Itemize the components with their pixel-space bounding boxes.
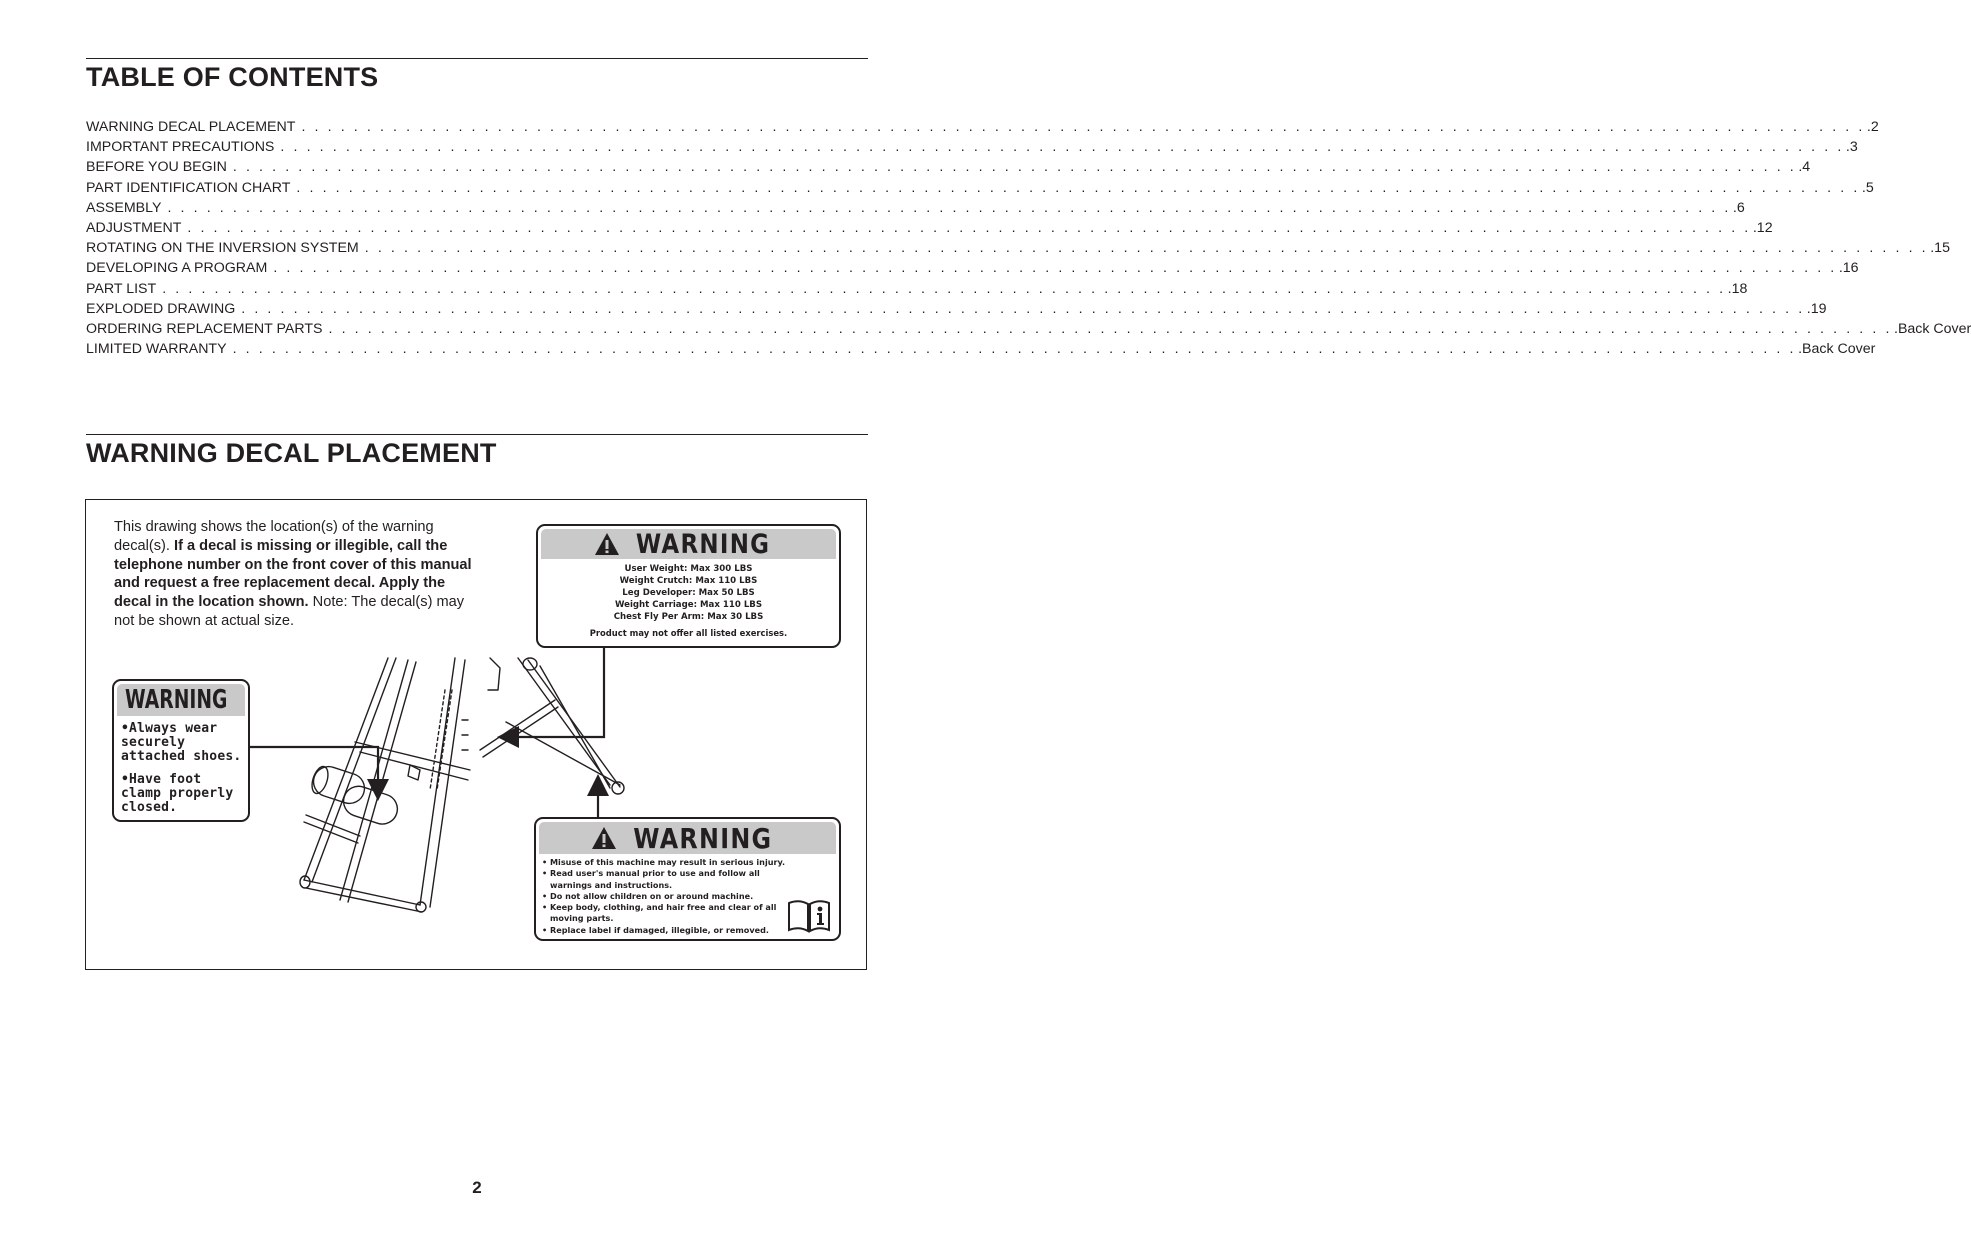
shoe-warning-items [114, 722, 248, 815]
toc-entry-page: .12 [1752, 219, 1773, 236]
toc-dot-leader: . . . . . . . . . . . . . . . . . . . . . . . . . . . . . . . . . . . . . . . . . . . . . . . . . . . . . . . . . . . . . . . . . . . . . . . . . . . . . . . . . . . . . . . . . . . . . . . . . . . . . . . . . . . . . . . . . . . . . . . . [301, 119, 1865, 135]
toc-entry-title: ROTATING ON THE INVERSION SYSTEM [86, 240, 359, 257]
weight-limit-line: Weight Crutch: Max 110 LBS [619, 576, 758, 586]
general-warning-item: • Misuse of this machine may result in serious injury. [542, 857, 786, 867]
general-warning-label [534, 817, 841, 941]
general-warning-item: • Replace label if damaged, illegible, or removed. [542, 924, 770, 935]
toc-entry-page: .18 [1727, 280, 1748, 297]
toc-dot-leader: . . . . . . . . . . . . . . . . . . . . . . . . . . . . . . . . . . . . . . . . . . . . . . . . . . . . . . . . . . . . . . . . . . . . . . . . . . . . . . . . . . . . . . . . . . . . . . . . . . . . . . . . . . . . . . . . . . . . . . . . [280, 139, 1844, 156]
toc-entry-title: WARNING DECAL PLACEMENT [86, 119, 296, 135]
toc-heading: TABLE OF CONTENTS [86, 62, 379, 92]
toc-entry-page: .Back Cover [1894, 320, 1971, 337]
weight-warning-label [536, 524, 841, 648]
warning-word: WARNING [125, 685, 228, 715]
warning-word: WARNING [636, 528, 771, 560]
toc-dot-leader: . . . . . . . . . . . . . . . . . . . . . . . . . . . . . . . . . . . . . . . . . . . . . . . . . . . . . . . . . . . . . . . . . . . . . . . . . . . . . . . . . . . . . . . . . . . . . . . . . . . . . . . . . . . . . . . . . . . . . . . . [167, 199, 1731, 216]
decal-intro-text: This drawing shows the location(s) of the warning decal(s). If a decal is missing or illegible, call the telephone number on the front cover of this manual and request a free replacement decal. Apply the decal in the location shown. Note: The decal(s) may not be shown at actual size. [114, 519, 472, 629]
warning-triangle-icon [591, 826, 617, 850]
toc-entry-title: EXPLODED DRAWING [86, 300, 236, 317]
weight-limit-line: Leg Developer: Max 50 LBS [622, 588, 755, 598]
page-number: 2 [472, 1178, 482, 1197]
toc-entry-page: .2 [1866, 119, 1879, 135]
warning-header [117, 684, 245, 716]
warning-header [539, 822, 836, 854]
general-warning-items [542, 857, 790, 936]
toc-entry-page: .19 [1806, 300, 1827, 317]
toc-entry-page: .3 [1845, 139, 1858, 156]
shoe-warning-label [112, 679, 250, 822]
general-warning-item: • Read user's manual prior to use and follow all warnings and instructions. [542, 868, 760, 890]
toc-entry-title: DEVELOPING A PROGRAM [86, 260, 268, 277]
weight-limit-line: Weight Carriage: Max 110 LBS [614, 600, 763, 610]
weight-limit-line: Chest Fly Per Arm: Max 30 LBS [613, 612, 764, 622]
toc-dot-leader: . . . . . . . . . . . . . . . . . . . . . . . . . . . . . . . . . . . . . . . . . . . . . . . . . . . . . . . . . . . . . . . . . . . . . . . . . . . . . . . . . . . . . . . . . . . . . . . . . . . . . . . . . . . . . . . . . . . . . . . . [328, 320, 1892, 337]
toc-entry-page: .6 [1732, 199, 1745, 216]
manual-info-icon [787, 899, 831, 933]
shoe-warning-item: •Have foot clamp properly closed. [121, 772, 234, 815]
warning-word: WARNING [632, 821, 773, 855]
weight-limits-list [538, 563, 839, 623]
toc-entry-title: IMPORTANT PRECAUTIONS [86, 139, 275, 156]
toc-entry-title: LIMITED WARRANTY [86, 341, 227, 358]
toc-entry-page: .5 [1861, 179, 1874, 196]
toc-dot-leader: . . . . . . . . . . . . . . . . . . . . . . . . . . . . . . . . . . . . . . . . . . . . . . . . . . . . . . . . . . . . . . . . . . . . . . . . . . . . . . . . . . . . . . . . . . . . . . . . . . . . . . . . . . . . . . . . . . . . . . . . [187, 219, 1751, 236]
toc-dot-leader: . . . . . . . . . . . . . . . . . . . . . . . . . . . . . . . . . . . . . . . . . . . . . . . . . . . . . . . . . . . . . . . . . . . . . . . . . . . . . . . . . . . . . . . . . . . . . . . . . . . . . . . . . . . . . . . . . . . . . . . . [296, 179, 1860, 196]
toc-dot-leader: . . . . . . . . . . . . . . . . . . . . . . . . . . . . . . . . . . . . . . . . . . . . . . . . . . . . . . . . . . . . . . . . . . . . . . . . . . . . . . . . . . . . . . . . . . . . . . . . . . . . . . . . . . . . . . . . . . . . . . . . [273, 260, 1837, 277]
shoe-warning-item: •Always wear securely attached shoes. [121, 721, 242, 764]
toc-entry-page: .16 [1838, 260, 1859, 277]
toc-dot-leader: . . . . . . . . . . . . . . . . . . . . . . . . . . . . . . . . . . . . . . . . . . . . . . . . . . . . . . . . . . . . . . . . . . . . . . . . . . . . . . . . . . . . . . . . . . . . . . . . . . . . . . . . . . . . . . . . . . . . . . . . [364, 240, 1929, 257]
toc-entry-page: .4 [1798, 159, 1811, 176]
toc-dot-leader: . . . . . . . . . . . . . . . . . . . . . . . . . . . . . . . . . . . . . . . . . . . . . . . . . . . . . . . . . . . . . . . . . . . . . . . . . . . . . . . . . . . . . . . . . . . . . . . . . . . . . . . . . . . . . . . . . . . . . . . . [232, 341, 1797, 358]
decal-heading: WARNING DECAL PLACEMENT [86, 438, 497, 468]
toc-entry-title: ADJUSTMENT [86, 219, 182, 236]
toc-entry-title: ORDERING REPLACEMENT PARTS [86, 320, 323, 337]
general-warning-item: • Keep body, clothing, and hair free and clear of all moving parts. [542, 902, 777, 924]
toc-dot-leader: . . . . . . . . . . . . . . . . . . . . . . . . . . . . . . . . . . . . . . . . . . . . . . . . . . . . . . . . . . . . . . . . . . . . . . . . . . . . . . . . . . . . . . . . . . . . . . . . . . . . . . . . . . . . . . . . . . . . . . . . [241, 300, 1805, 317]
toc-entry-title: PART LIST [86, 280, 157, 297]
toc-entry-title: PART IDENTIFICATION CHART [86, 179, 291, 196]
weight-label-footer: Product may not offer all listed exercises. [589, 628, 788, 638]
toc-entry-title: ASSEMBLY [86, 199, 162, 216]
toc-dot-leader: . . . . . . . . . . . . . . . . . . . . . . . . . . . . . . . . . . . . . . . . . . . . . . . . . . . . . . . . . . . . . . . . . . . . . . . . . . . . . . . . . . . . . . . . . . . . . . . . . . . . . . . . . . . . . . . . . . . . . . . . [162, 280, 1726, 297]
weight-limit-line: User Weight: Max 300 LBS [624, 564, 753, 574]
toc-entry-title: BEFORE YOU BEGIN [86, 159, 227, 176]
warning-triangle-icon [594, 532, 620, 556]
toc-entry-page: .Back Cover [1798, 341, 1876, 358]
toc-entry-page: .15 [1930, 240, 1950, 257]
toc-dot-leader: . . . . . . . . . . . . . . . . . . . . . . . . . . . . . . . . . . . . . . . . . . . . . . . . . . . . . . . . . . . . . . . . . . . . . . . . . . . . . . . . . . . . . . . . . . . . . . . . . . . . . . . . . . . . . . . . . . . . . . . . [232, 159, 1797, 176]
warning-header [541, 529, 836, 559]
general-warning-item: • Do not allow children on or around machine. [542, 890, 754, 901]
